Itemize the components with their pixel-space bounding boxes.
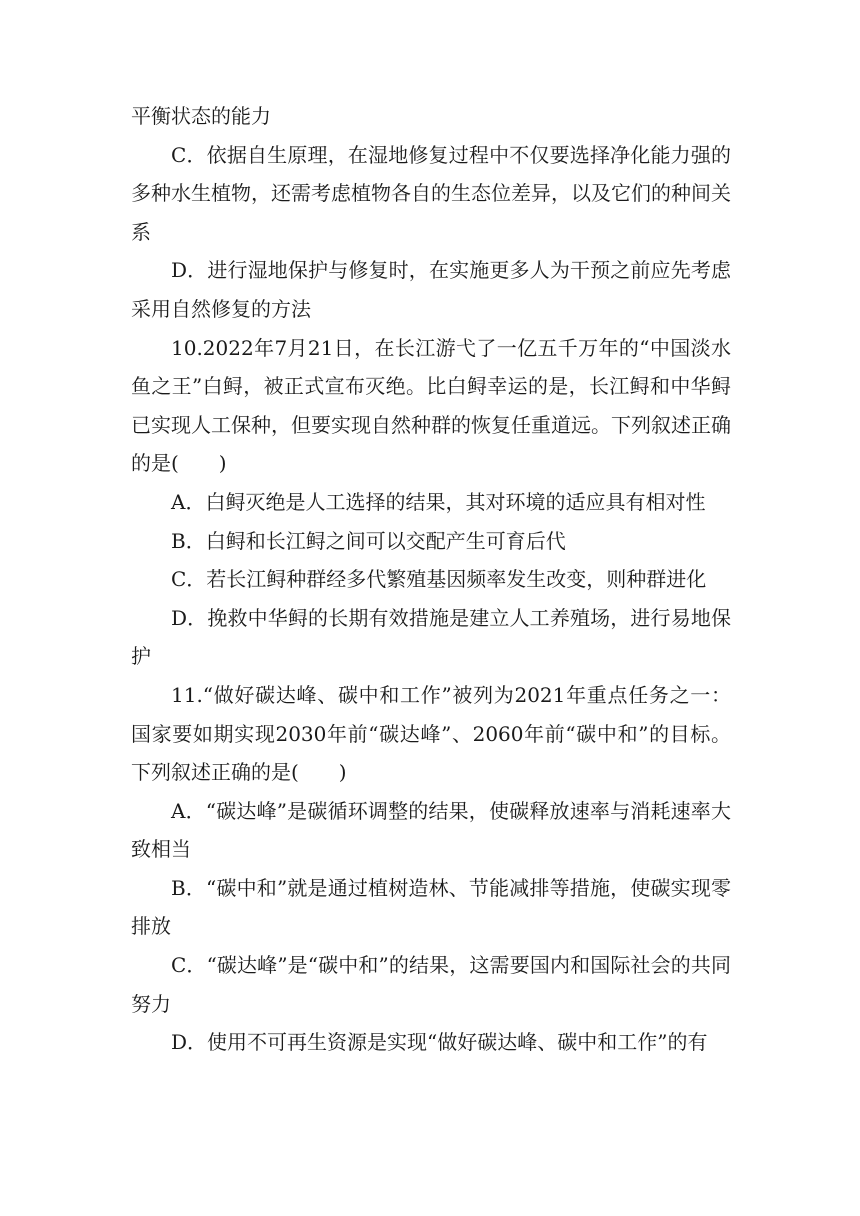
option-c-q10: C．若长江鲟种群经多代繁殖基因频率发生改变，则种群进化 xyxy=(171,567,707,592)
option-d-q10: D．挽救中华鲟的长期有效措施是建立人工养殖场，进行易地保护 xyxy=(131,605,731,669)
option-d-q9: D．进行湿地保护与修复时，在实施更多人为干预之前应先考虑采用自然修复的方法 xyxy=(131,258,731,321)
option-b-q10: B．白鲟和长江鲟之间可以交配产生可育后代 xyxy=(171,528,566,553)
option-c-q9: C．依据自生原理，在湿地修复过程中不仅要选择净化能力强的多种水生植物，还需考虑植物各自的生态位差异，以及它们的种间关系 xyxy=(131,142,731,244)
option-a-q10: A．白鲟灭绝是人工选择的结果，其对环境的适应具有相对性 xyxy=(171,489,706,514)
document-body xyxy=(131,97,731,1062)
option-d-q11: D．使用不可再生资源是实现“做好碳达峰、碳中和工作”的有 xyxy=(171,1030,708,1055)
option-b-q11: B．“碳中和”就是通过植树造林、节能减排等措施，使碳实现零排放 xyxy=(131,875,731,939)
option-c-q11: C．“碳达峰”是“碳中和”的结果，这需要国内和国际社会的共同努力 xyxy=(131,953,731,1016)
option-a-q11: A．“碳达峰”是碳循环调整的结果，使碳释放速率与消耗速率大致相当 xyxy=(131,798,731,862)
question-10: 10.2022年7月21日，在长江游弋了一亿五千万年的“中国淡水鱼之王”白鲟，被正式宣布灭绝。比白鲟幸运的是，长江鲟和中华鲟已实现人工保种，但要实现自然种群的恢复任重道远。下列叙述正确的是( ) xyxy=(131,335,731,476)
paragraph-continuation: 平衡状态的能力 xyxy=(131,104,271,128)
question-11: 11.“做好碳达峰、碳中和工作”被列为2021年重点任务之一：国家要如期实现2030年前“碳达峰”、2060年前“碳中和”的目标。下列叙述正确的是( ) xyxy=(131,682,731,785)
